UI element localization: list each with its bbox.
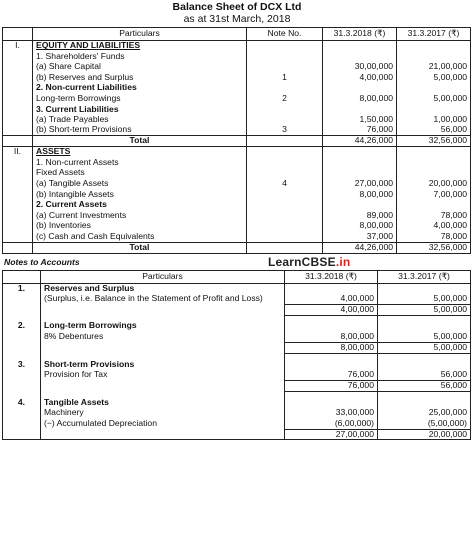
row-particular: (b) Reserves and Surplus bbox=[33, 72, 247, 83]
notes-table bbox=[2, 270, 471, 441]
row-amount-2017 bbox=[397, 200, 471, 211]
col-note-header: Note No. bbox=[247, 28, 323, 41]
col-2017-header: 31.3.2017 (₹) bbox=[397, 28, 471, 41]
note-particular bbox=[41, 304, 285, 315]
notes-body bbox=[3, 283, 471, 440]
row-amount-2017: 7,00,000 bbox=[397, 189, 471, 200]
note-particular bbox=[41, 429, 285, 440]
row-note-no bbox=[247, 147, 323, 158]
table-row bbox=[3, 294, 471, 305]
table-row bbox=[3, 397, 471, 408]
table-row bbox=[3, 94, 471, 105]
row-amount-2018: 44,26,000 bbox=[323, 242, 397, 253]
notes-header-row bbox=[3, 270, 471, 283]
note-amount-2017: 56,000 bbox=[378, 380, 471, 391]
note-number: 3. bbox=[3, 359, 41, 370]
row-particular: 1. Non-current Assets bbox=[33, 157, 247, 168]
row-number bbox=[3, 168, 33, 179]
row-number bbox=[3, 200, 33, 211]
row-number bbox=[3, 115, 33, 126]
row-note-no: 4 bbox=[247, 179, 323, 190]
total-row bbox=[3, 242, 471, 253]
row-amount-2018: 37,000 bbox=[323, 232, 397, 243]
table-row bbox=[3, 189, 471, 200]
row-number bbox=[3, 136, 33, 147]
note-amount-2018: 27,00,000 bbox=[285, 429, 378, 440]
balance-sheet-body bbox=[3, 41, 471, 253]
note-amount-2017: 20,00,000 bbox=[378, 429, 471, 440]
note-amount-2017 bbox=[378, 359, 471, 370]
row-amount-2018: 8,00,000 bbox=[323, 189, 397, 200]
row-number: II. bbox=[3, 147, 33, 158]
row-number bbox=[3, 179, 33, 190]
row-note-no bbox=[247, 242, 323, 253]
row-amount-2017: 56,000 bbox=[397, 125, 471, 136]
row-particular: Total bbox=[33, 136, 247, 147]
note-number: 1. bbox=[3, 283, 41, 294]
note-amount-2018: 33,00,000 bbox=[285, 408, 378, 419]
row-particular: (a) Tangible Assets bbox=[33, 179, 247, 190]
note-particular bbox=[41, 380, 285, 391]
row-particular: 3. Current Liabilities bbox=[33, 104, 247, 115]
page-title: Balance Sheet of DCX Ltd bbox=[172, 1, 302, 13]
note-particular: Short-term Provisions bbox=[41, 359, 285, 370]
row-amount-2018: 8,00,000 bbox=[323, 94, 397, 105]
row-amount-2018 bbox=[323, 157, 397, 168]
table-row bbox=[3, 179, 471, 190]
note-amount-2018: 4,00,000 bbox=[285, 294, 378, 305]
row-note-no bbox=[247, 221, 323, 232]
row-amount-2018 bbox=[323, 168, 397, 179]
notes-col-num-header bbox=[3, 270, 41, 283]
table-row bbox=[3, 51, 471, 62]
notes-heading-bar bbox=[0, 256, 474, 270]
row-number bbox=[3, 51, 33, 62]
watermark-main: LearnCBSE bbox=[268, 254, 336, 269]
row-amount-2018: 1,50,000 bbox=[323, 115, 397, 126]
row-number bbox=[3, 104, 33, 115]
row-number bbox=[3, 232, 33, 243]
row-amount-2018: 27,00,000 bbox=[323, 179, 397, 190]
table-row bbox=[3, 408, 471, 419]
row-note-no bbox=[247, 104, 323, 115]
note-amount-2017: 25,00,000 bbox=[378, 408, 471, 419]
note-subtotal-row bbox=[3, 429, 471, 440]
notes-col-2018-header: 31.3.2018 (₹) bbox=[285, 270, 378, 283]
note-amount-2018 bbox=[285, 359, 378, 370]
note-subtotal-row bbox=[3, 380, 471, 391]
row-note-no bbox=[247, 136, 323, 147]
note-number: 2. bbox=[3, 321, 41, 332]
row-amount-2017 bbox=[397, 157, 471, 168]
row-note-no bbox=[247, 168, 323, 179]
row-particular: ASSETS bbox=[33, 147, 247, 158]
row-number bbox=[3, 94, 33, 105]
table-row bbox=[3, 232, 471, 243]
row-amount-2017 bbox=[397, 83, 471, 94]
row-particular: Fixed Assets bbox=[33, 168, 247, 179]
row-particular: 2. Non-current Liabilities bbox=[33, 83, 247, 94]
row-amount-2018 bbox=[323, 200, 397, 211]
table-row bbox=[3, 210, 471, 221]
row-amount-2017: 5,00,000 bbox=[397, 72, 471, 83]
note-particular: (Surplus, i.e. Balance in the Statement of Profit and Loss) bbox=[41, 294, 285, 305]
col-num-header bbox=[3, 28, 33, 41]
row-amount-2017 bbox=[397, 104, 471, 115]
row-amount-2018: 44,26,000 bbox=[323, 136, 397, 147]
row-amount-2018 bbox=[323, 51, 397, 62]
row-note-no: 2 bbox=[247, 94, 323, 105]
note-number bbox=[3, 294, 41, 305]
row-amount-2018: 8,00,000 bbox=[323, 221, 397, 232]
note-amount-2017: (5,00,000) bbox=[378, 418, 471, 429]
note-amount-2018: 8,00,000 bbox=[285, 332, 378, 343]
row-number bbox=[3, 125, 33, 136]
row-amount-2018 bbox=[323, 41, 397, 52]
row-note-no bbox=[247, 232, 323, 243]
note-number bbox=[3, 342, 41, 353]
row-particular: (a) Share Capital bbox=[33, 62, 247, 73]
table-row bbox=[3, 115, 471, 126]
row-note-no bbox=[247, 210, 323, 221]
note-number bbox=[3, 408, 41, 419]
note-number bbox=[3, 418, 41, 429]
row-amount-2017: 78,000 bbox=[397, 210, 471, 221]
note-amount-2018: 8,00,000 bbox=[285, 342, 378, 353]
table-row bbox=[3, 283, 471, 294]
table-row bbox=[3, 321, 471, 332]
note-number bbox=[3, 332, 41, 343]
row-note-no bbox=[247, 62, 323, 73]
note-particular: Provision for Tax bbox=[41, 370, 285, 381]
page-subtitle: as at 31st March, 2018 bbox=[183, 13, 291, 26]
note-amount-2018: 76,000 bbox=[285, 370, 378, 381]
note-amount-2017 bbox=[378, 321, 471, 332]
note-number bbox=[3, 304, 41, 315]
row-note-no: 1 bbox=[247, 72, 323, 83]
note-particular bbox=[41, 342, 285, 353]
row-number bbox=[3, 242, 33, 253]
row-number bbox=[3, 157, 33, 168]
note-amount-2018: (6,00,000) bbox=[285, 418, 378, 429]
row-number bbox=[3, 210, 33, 221]
row-amount-2017: 78,000 bbox=[397, 232, 471, 243]
table-row bbox=[3, 370, 471, 381]
watermark-suffix: .in bbox=[335, 254, 351, 269]
note-amount-2017: 56,000 bbox=[378, 370, 471, 381]
row-number bbox=[3, 83, 33, 94]
row-amount-2017 bbox=[397, 51, 471, 62]
notes-col-particulars-header: Particulars bbox=[41, 270, 285, 283]
note-number bbox=[3, 370, 41, 381]
total-row bbox=[3, 136, 471, 147]
row-particular: (b) Short-term Provisions bbox=[33, 125, 247, 136]
table-row bbox=[3, 72, 471, 83]
note-amount-2017: 5,00,000 bbox=[378, 294, 471, 305]
table-row bbox=[3, 83, 471, 94]
row-note-no bbox=[247, 157, 323, 168]
note-particular: (−) Accumulated Depreciation bbox=[41, 418, 285, 429]
table-row bbox=[3, 168, 471, 179]
row-amount-2018 bbox=[323, 104, 397, 115]
row-particular: (c) Cash and Cash Equivalents bbox=[33, 232, 247, 243]
note-amount-2017 bbox=[378, 397, 471, 408]
note-amount-2017 bbox=[378, 283, 471, 294]
table-row bbox=[3, 62, 471, 73]
note-amount-2017: 5,00,000 bbox=[378, 304, 471, 315]
row-number bbox=[3, 62, 33, 73]
note-particular: Tangible Assets bbox=[41, 397, 285, 408]
row-amount-2018: 30,00,000 bbox=[323, 62, 397, 73]
note-particular: 8% Debentures bbox=[41, 332, 285, 343]
row-amount-2018 bbox=[323, 147, 397, 158]
row-note-no bbox=[247, 83, 323, 94]
row-number bbox=[3, 72, 33, 83]
row-amount-2017: 32,56,000 bbox=[397, 136, 471, 147]
row-particular: (b) Intangible Assets bbox=[33, 189, 247, 200]
notes-title: Notes to Accounts bbox=[4, 256, 80, 267]
row-amount-2017 bbox=[397, 41, 471, 52]
row-particular: Long-term Borrowings bbox=[33, 94, 247, 105]
note-subtotal-row bbox=[3, 304, 471, 315]
learncbse-watermark bbox=[268, 256, 350, 270]
table-row bbox=[3, 418, 471, 429]
table-row bbox=[3, 147, 471, 158]
table-row bbox=[3, 125, 471, 136]
balance-sheet-header-row bbox=[3, 28, 471, 41]
table-row bbox=[3, 41, 471, 52]
note-number bbox=[3, 429, 41, 440]
row-particular: 1. Shareholders' Funds bbox=[33, 51, 247, 62]
row-note-no: 3 bbox=[247, 125, 323, 136]
row-amount-2017: 5,00,000 bbox=[397, 94, 471, 105]
table-row bbox=[3, 200, 471, 211]
col-particulars-header: Particulars bbox=[33, 28, 247, 41]
note-amount-2018: 76,000 bbox=[285, 380, 378, 391]
note-particular: Long-term Borrowings bbox=[41, 321, 285, 332]
table-row bbox=[3, 332, 471, 343]
row-amount-2018 bbox=[323, 83, 397, 94]
note-amount-2017: 5,00,000 bbox=[378, 332, 471, 343]
row-particular: Total bbox=[33, 242, 247, 253]
row-particular: (a) Current Investments bbox=[33, 210, 247, 221]
row-note-no bbox=[247, 41, 323, 52]
row-amount-2018: 4,00,000 bbox=[323, 72, 397, 83]
balance-sheet-table bbox=[2, 27, 471, 253]
row-number: I. bbox=[3, 41, 33, 52]
row-particular: (b) Inventories bbox=[33, 221, 247, 232]
col-2018-header: 31.3.2018 (₹) bbox=[323, 28, 397, 41]
row-number bbox=[3, 189, 33, 200]
note-amount-2018 bbox=[285, 397, 378, 408]
table-row bbox=[3, 104, 471, 115]
note-number bbox=[3, 380, 41, 391]
note-subtotal-row bbox=[3, 342, 471, 353]
row-note-no bbox=[247, 115, 323, 126]
note-amount-2018 bbox=[285, 283, 378, 294]
row-particular: EQUITY AND LIABILITIES bbox=[33, 41, 247, 52]
row-amount-2017: 21,00,000 bbox=[397, 62, 471, 73]
row-amount-2017 bbox=[397, 147, 471, 158]
row-particular: (a) Trade Payables bbox=[33, 115, 247, 126]
row-amount-2017: 32,56,000 bbox=[397, 242, 471, 253]
row-amount-2017: 4,00,000 bbox=[397, 221, 471, 232]
table-row bbox=[3, 157, 471, 168]
table-row bbox=[3, 221, 471, 232]
row-amount-2017: 1,00,000 bbox=[397, 115, 471, 126]
note-amount-2018: 4,00,000 bbox=[285, 304, 378, 315]
note-number: 4. bbox=[3, 397, 41, 408]
row-number bbox=[3, 221, 33, 232]
row-note-no bbox=[247, 51, 323, 62]
note-amount-2018 bbox=[285, 321, 378, 332]
row-particular: 2. Current Assets bbox=[33, 200, 247, 211]
row-note-no bbox=[247, 200, 323, 211]
row-amount-2018: 76,000 bbox=[323, 125, 397, 136]
note-amount-2017: 5,00,000 bbox=[378, 342, 471, 353]
notes-col-2017-header: 31.3.2017 (₹) bbox=[378, 270, 471, 283]
row-note-no bbox=[247, 189, 323, 200]
row-amount-2018: 89,000 bbox=[323, 210, 397, 221]
table-row bbox=[3, 359, 471, 370]
note-particular: Machinery bbox=[41, 408, 285, 419]
row-amount-2017 bbox=[397, 168, 471, 179]
note-particular: Reserves and Surplus bbox=[41, 283, 285, 294]
row-amount-2017: 20,00,000 bbox=[397, 179, 471, 190]
